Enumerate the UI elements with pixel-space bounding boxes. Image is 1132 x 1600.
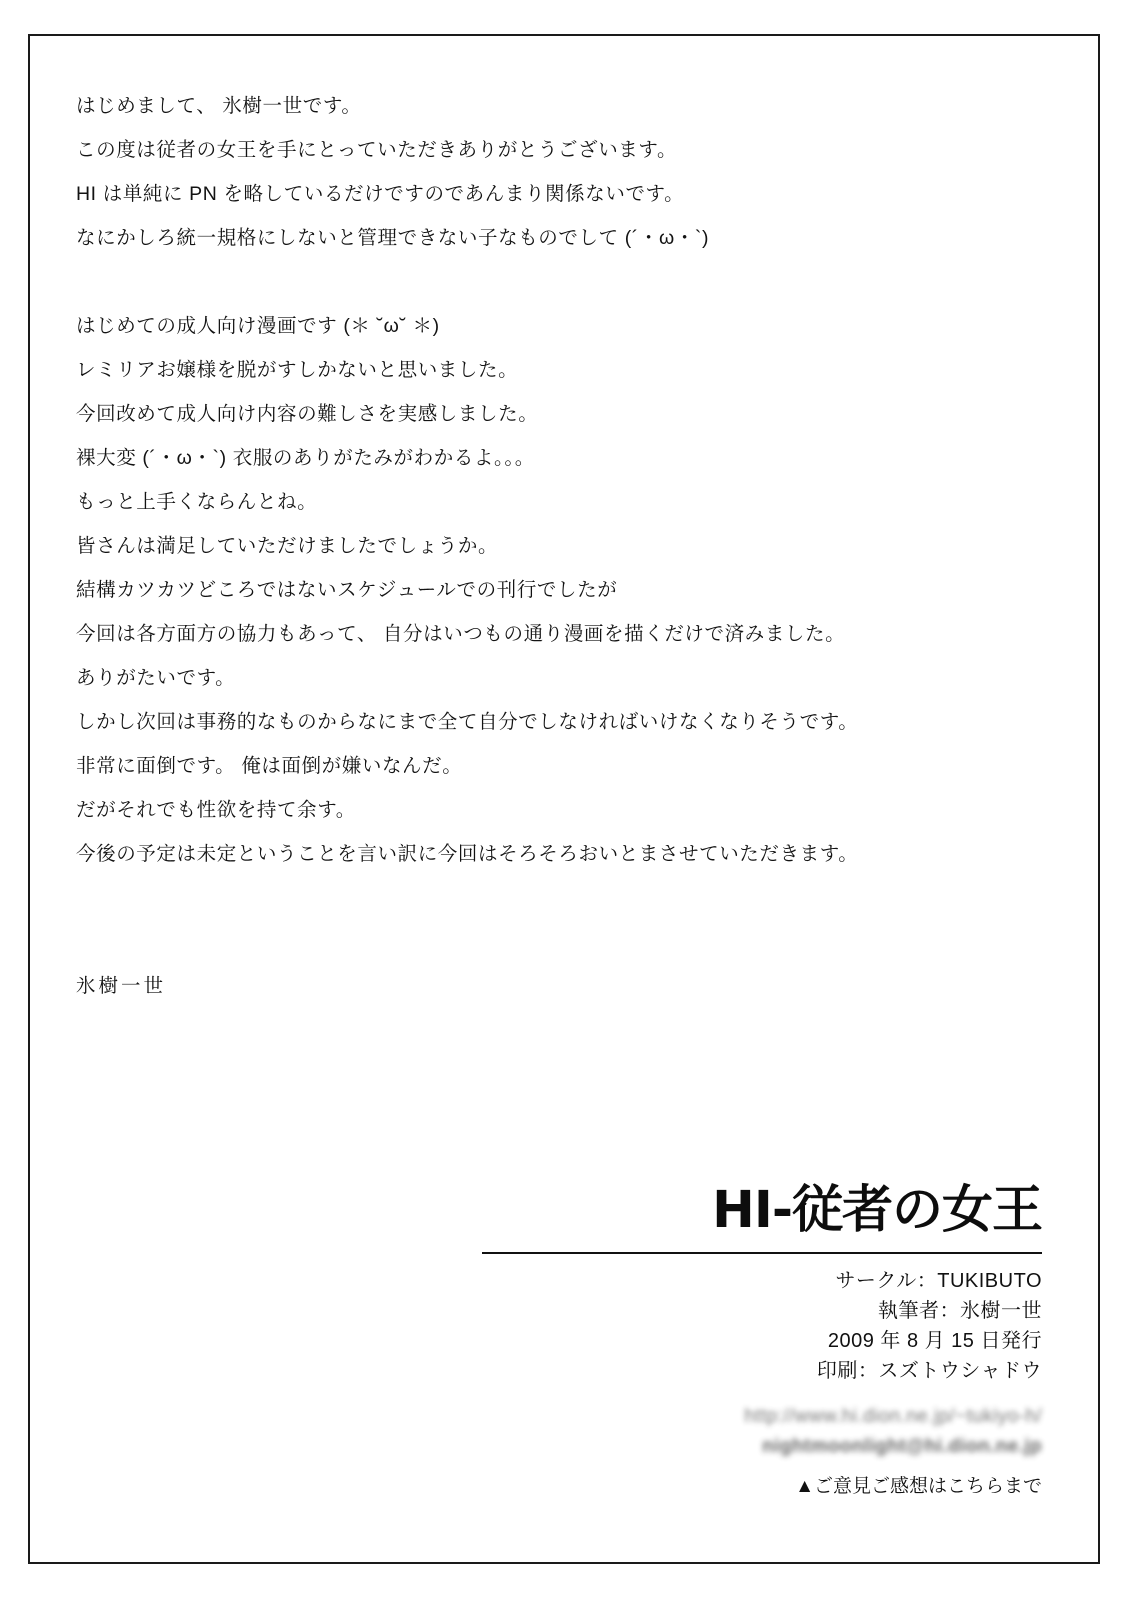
afterword-paragraph-2 xyxy=(76,304,1006,876)
paragraph-spacer xyxy=(76,260,1006,304)
colophon-printer: 印刷：スズトウシャドウ xyxy=(816,1360,1042,1382)
afterword-line: なにかしろ統一規格にしないと管理できない子なものでして (´・ω・`) xyxy=(76,227,710,249)
afterword-line: もっと上手くならんとね。 xyxy=(76,491,318,513)
email-row xyxy=(482,1432,1042,1462)
afterword-line: HI は単純に PN を略しているだけですのであんまり関係ないです。 xyxy=(76,183,685,205)
colophon-author: 執筆者：氷樹一世 xyxy=(878,1300,1042,1322)
colophon-details xyxy=(482,1266,1042,1386)
colophon-publish-date: 2009 年 8 月 15 日発行 xyxy=(827,1330,1042,1352)
website-url-row xyxy=(482,1402,1042,1432)
afterword-line: ありがたいです。 xyxy=(76,667,236,689)
contact-note: ▲ご意見ご感想はこちらまで xyxy=(795,1476,1042,1497)
afterword-line: 裸大変 (´・ω・`) 衣服のありがたみがわかるよ。。。 xyxy=(76,447,535,469)
author-signature: 氷樹一世 xyxy=(76,975,167,997)
afterword-text xyxy=(76,84,1006,1008)
signature-block xyxy=(76,964,1006,1008)
afterword-line: はじめまして、 氷樹一世です。 xyxy=(76,95,362,117)
colophon-divider xyxy=(482,1252,1042,1254)
afterword-line: だがそれでも性欲を持て余す。 xyxy=(76,799,356,821)
afterword-line: 今回改めて成人向け内容の難しさを実感しました。 xyxy=(76,403,539,425)
afterword-line: 今後の予定は未定ということを言い訳に今回はそろそろおいとまさせていただきます。 xyxy=(76,843,859,865)
afterword-line: 非常に面倒です。 俺は面倒が嫌いなんだ。 xyxy=(76,755,463,777)
afterword-line: 結構カツカツどころではないスケジュールでの刊行でしたが xyxy=(76,579,618,601)
afterword-line: はじめての成人向け漫画です (＊ ˘ω˘ ＊) xyxy=(76,315,440,337)
colophon-circle: サークル：TUKIBUTO xyxy=(835,1270,1042,1292)
afterword-line: 今回は各方面方の協力もあって、 自分はいつもの通り漫画を描くだけで済みました。 xyxy=(76,623,846,645)
email-address[interactable]: nightmoonlight@hi.dion.ne.jp xyxy=(762,1436,1042,1457)
afterword-line: レミリアお嬢様を脱がすしかないと思いました。 xyxy=(76,359,519,381)
colophon-title: HI-従者の女王 xyxy=(712,1181,1042,1240)
afterword-line: しかし次回は事務的なものからなにまで全て自分でしなければいけなくなりそうです。 xyxy=(76,711,859,733)
contact-block xyxy=(482,1402,1042,1500)
afterword-paragraph-1 xyxy=(76,84,1006,260)
afterword-line: この度は従者の女王を手にとっていただきありがとうございます。 xyxy=(76,139,678,161)
colophon xyxy=(482,1180,1042,1500)
website-url[interactable]: http://www.hi.dion.ne.jp/~tukiyo-h/ xyxy=(744,1406,1042,1427)
afterword-line: 皆さんは満足していただけましたでしょうか。 xyxy=(76,535,499,557)
